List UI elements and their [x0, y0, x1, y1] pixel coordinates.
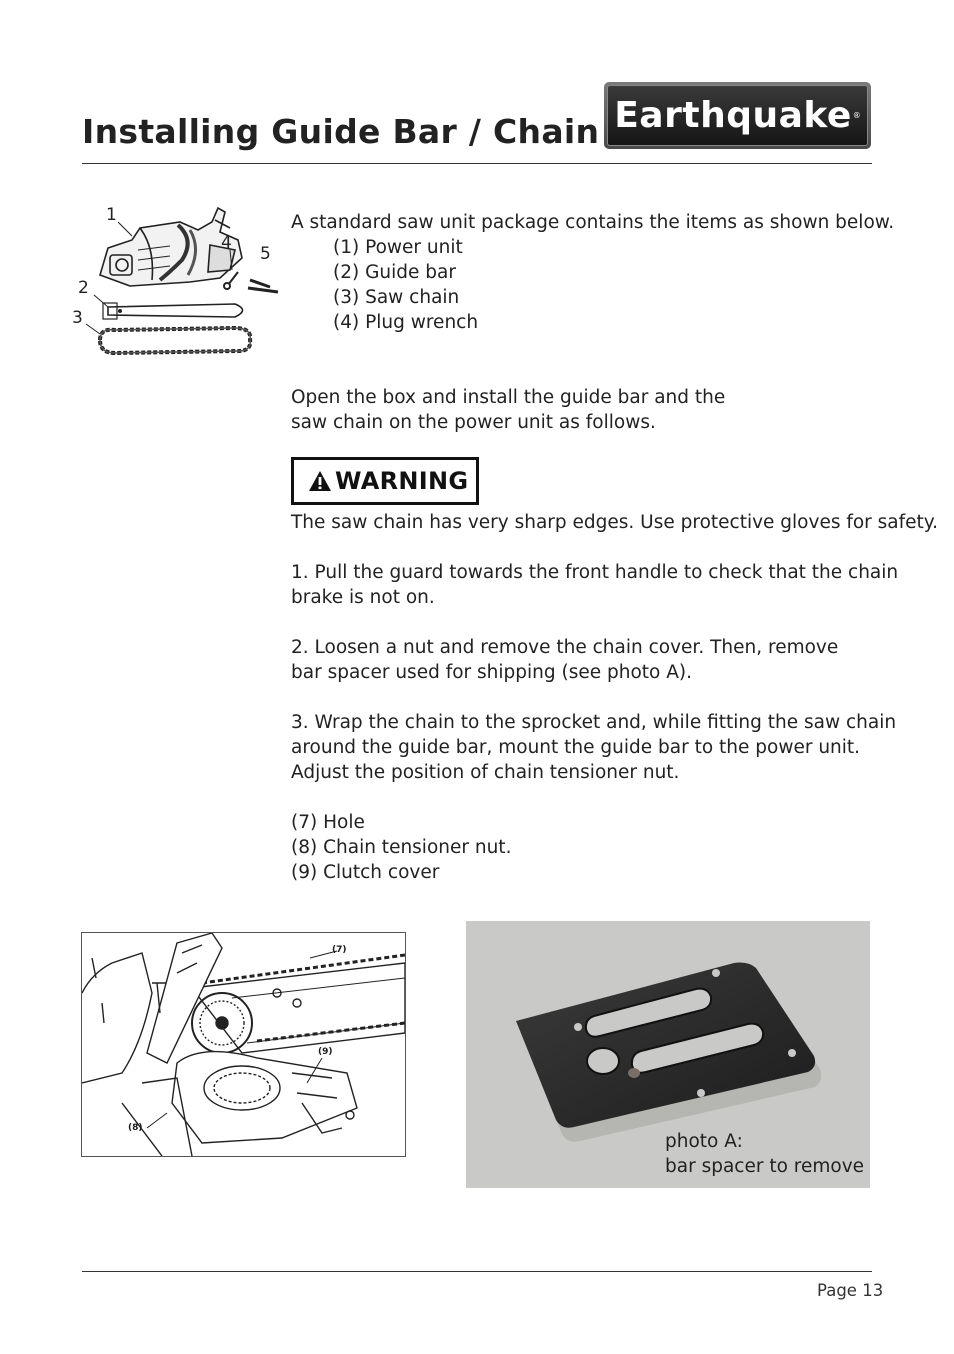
photo-caption-line-2: bar spacer to remove	[665, 1156, 865, 1177]
label-7: (7)	[332, 945, 347, 955]
warning-box	[291, 457, 479, 505]
photo-a	[466, 921, 870, 1188]
step-1-line-2: brake is not on.	[291, 587, 435, 608]
page-title: Installing Guide Bar / Chain	[82, 112, 600, 151]
page-number: Page 13	[817, 1281, 884, 1300]
package-contents-illustration	[70, 200, 285, 360]
callout-3: 3	[72, 308, 83, 328]
item-saw-chain: (3) Saw chain	[333, 287, 460, 308]
step-3-line-2: around the guide bar, mount the guide bar to the power unit.	[291, 737, 861, 758]
warning-label: WARNING	[335, 467, 469, 495]
item-plug-wrench: (4) Plug wrench	[333, 312, 479, 333]
open-box-line-1: Open the box and install the guide bar and the	[291, 387, 726, 408]
step-2-line-2: bar spacer used for shipping (see photo A).	[291, 662, 692, 683]
warning-triangle-icon	[308, 470, 332, 492]
callout-4: 4	[221, 233, 232, 253]
legend-hole: (7) Hole	[291, 812, 365, 833]
photo-caption-line-1: photo A:	[665, 1131, 743, 1152]
step-3-line-3: Adjust the position of chain tensioner nut.	[291, 762, 680, 783]
footer-divider	[82, 1271, 872, 1272]
warning-text: The saw chain has very sharp edges. Use protective gloves for safety.	[291, 512, 938, 533]
item-guide-bar: (2) Guide bar	[333, 262, 456, 283]
step-2-line-1: 2. Loosen a nut and remove the chain cover. Then, remove	[291, 637, 839, 658]
label-9: (9)	[318, 1047, 333, 1057]
legend-tensioner-nut: (8) Chain tensioner nut.	[291, 837, 512, 858]
intro-paragraph: A standard saw unit package contains the items as shown below.	[291, 212, 895, 233]
earthquake-logo	[604, 82, 871, 149]
registered-mark: ®	[852, 111, 861, 120]
legend-clutch-cover: (9) Clutch cover	[291, 862, 440, 883]
header-divider	[82, 163, 872, 164]
open-box-line-2: saw chain on the power unit as follows.	[291, 412, 656, 433]
logo-text: Earthquake	[614, 95, 852, 136]
item-power-unit: (1) Power unit	[333, 237, 463, 258]
label-8: (8)	[128, 1123, 143, 1133]
step-3-line-1: 3. Wrap the chain to the sprocket and, while fitting the saw chain	[291, 712, 897, 733]
assembly-diagram	[81, 932, 406, 1157]
callout-1: 1	[106, 205, 117, 225]
logo-plate	[607, 85, 868, 146]
callout-5: 5	[260, 244, 271, 264]
callout-2: 2	[78, 278, 89, 298]
step-1-line-1: 1. Pull the guard towards the front handle to check that the chain	[291, 562, 899, 583]
